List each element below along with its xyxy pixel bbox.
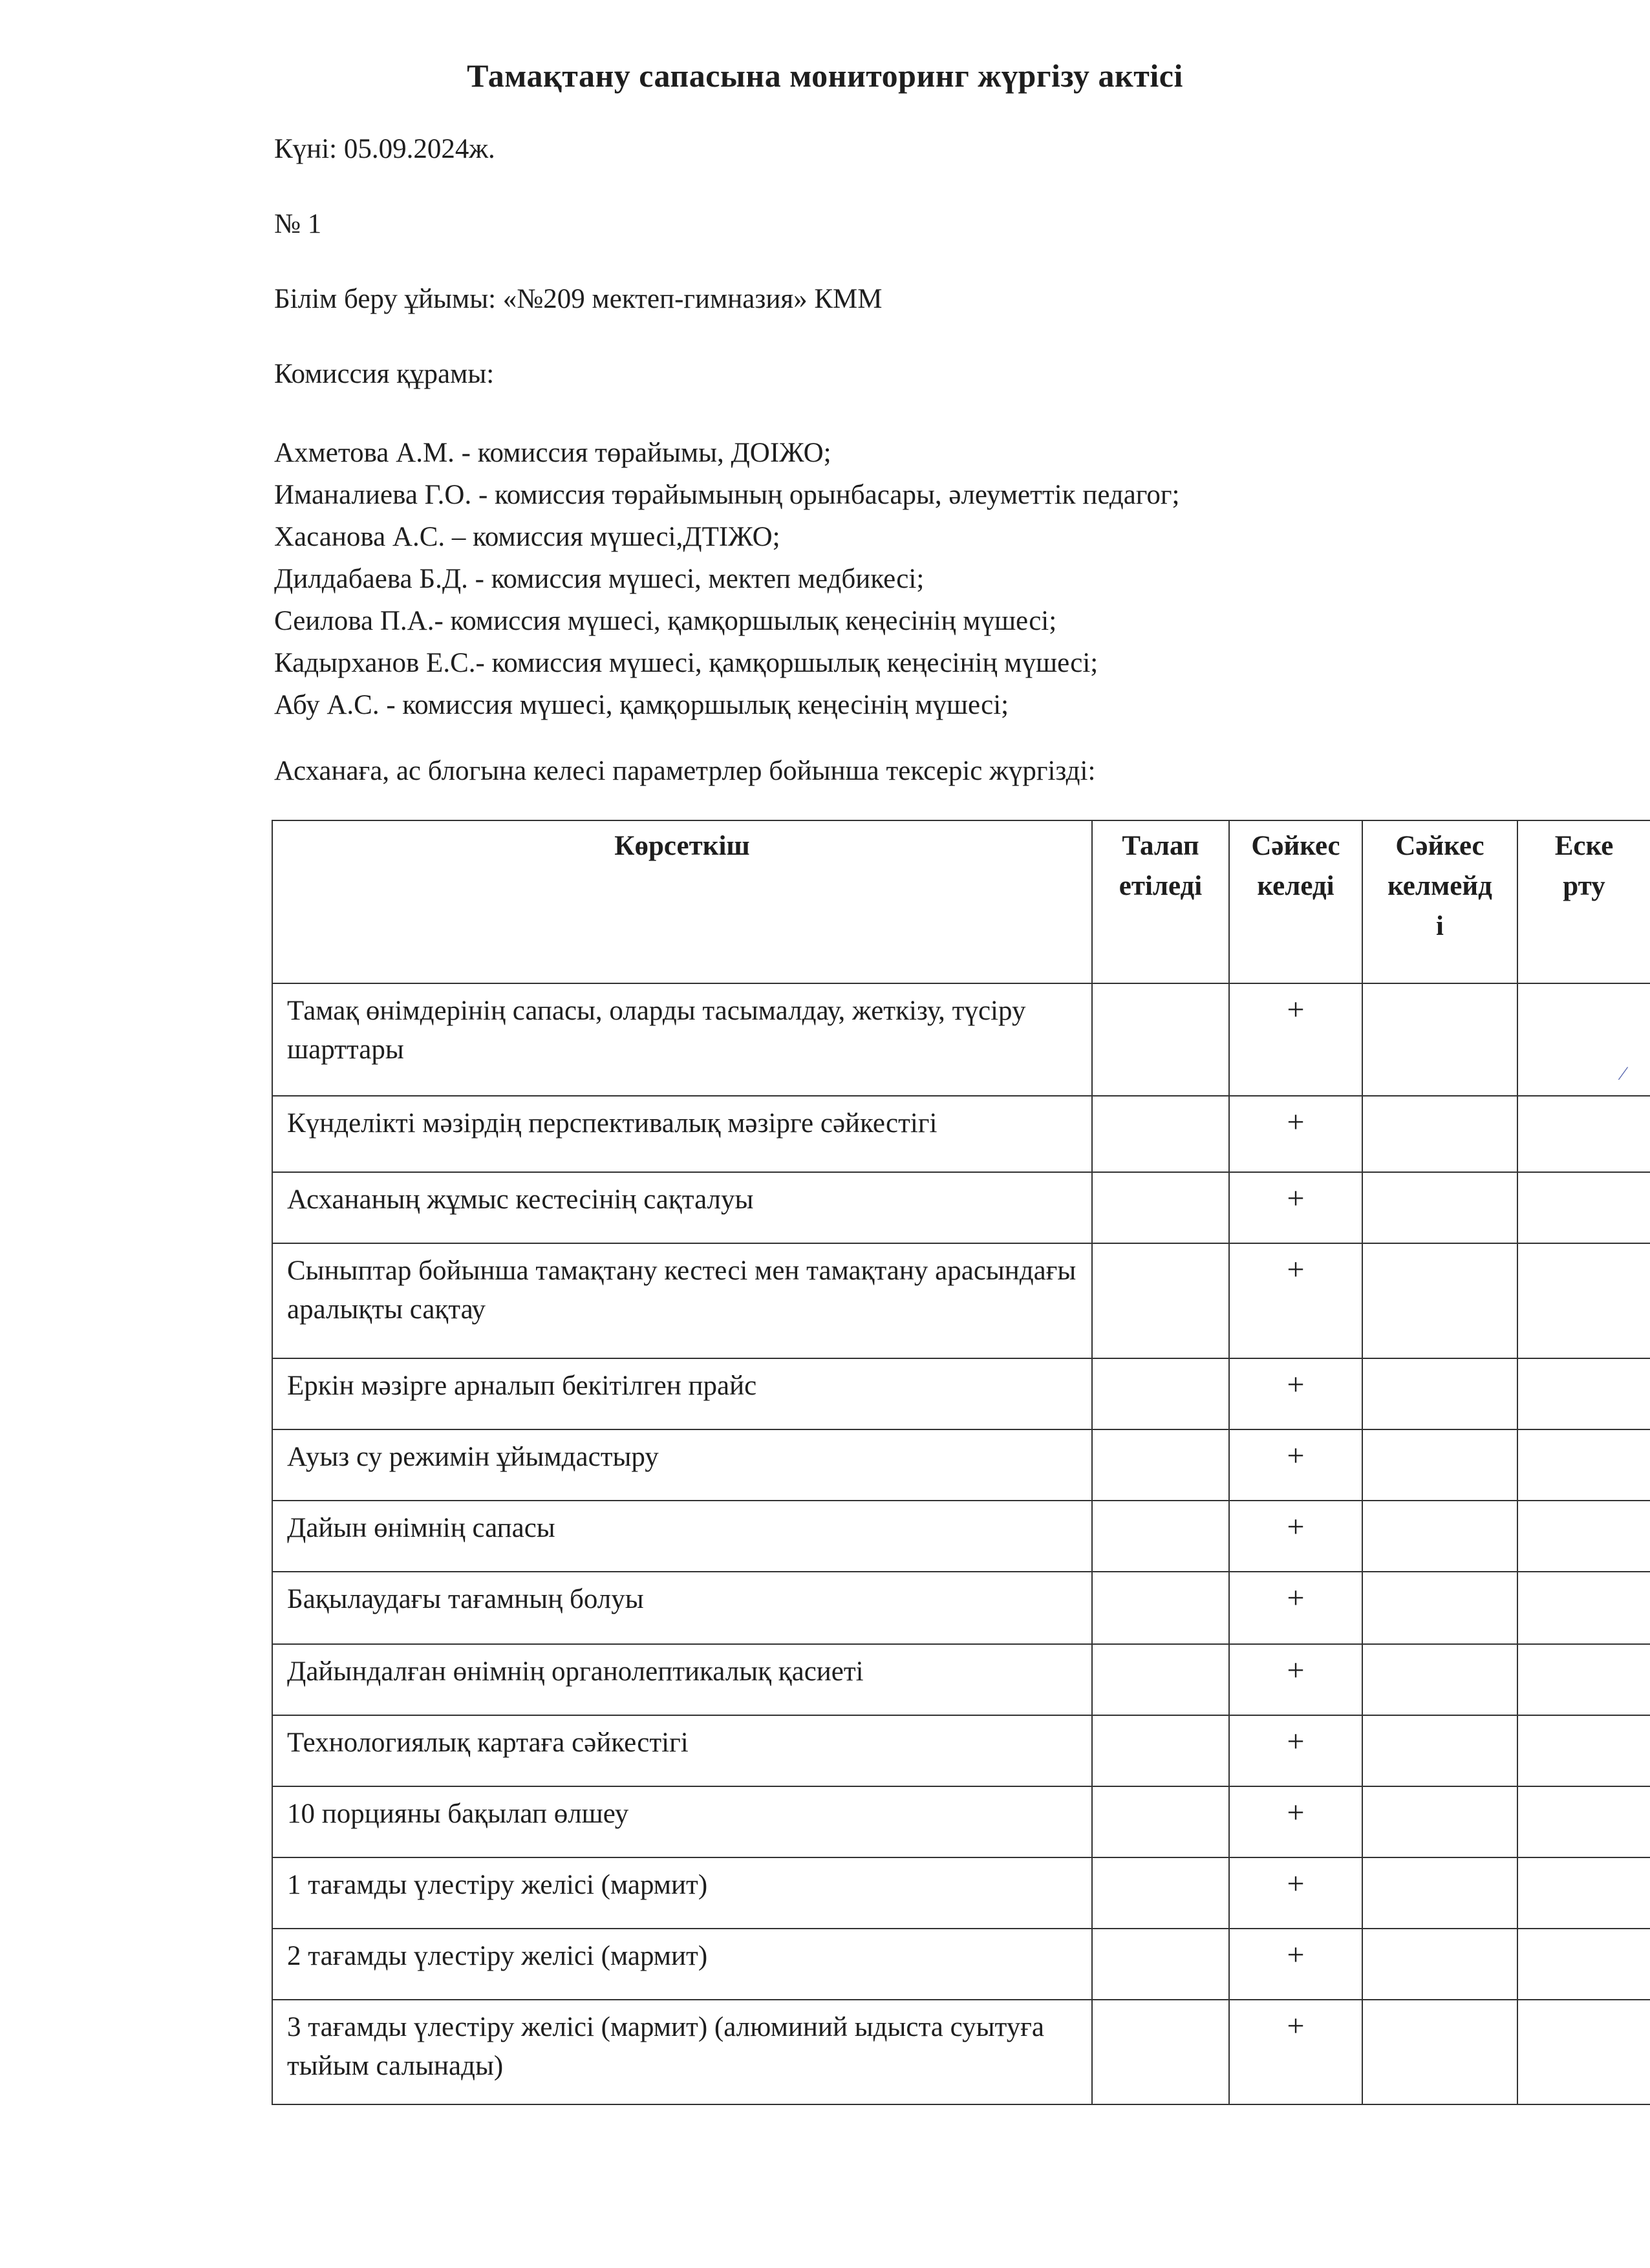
table-header-row bbox=[272, 820, 1650, 983]
not-matches-cell bbox=[1362, 1096, 1517, 1172]
not-matches-cell bbox=[1362, 1715, 1517, 1786]
note-cell bbox=[1517, 1429, 1650, 1501]
required-cell bbox=[1092, 1786, 1229, 1857]
matches-cell: + bbox=[1229, 1172, 1362, 1243]
required-cell bbox=[1092, 1243, 1229, 1358]
required-cell bbox=[1092, 2000, 1229, 2104]
table-row bbox=[272, 1929, 1650, 2000]
commission-label: Комиссия құрамы: bbox=[274, 359, 495, 389]
matches-cell: + bbox=[1229, 1429, 1362, 1501]
table-row bbox=[272, 1786, 1650, 1857]
not-matches-cell bbox=[1362, 1929, 1517, 2000]
note-cell bbox=[1517, 1857, 1650, 1929]
not-matches-cell bbox=[1362, 983, 1517, 1096]
note-cell bbox=[1517, 1929, 1650, 2000]
header-not-matches: Сәйкес келмейд і bbox=[1362, 820, 1517, 983]
not-matches-cell bbox=[1362, 1358, 1517, 1429]
table-row bbox=[272, 1172, 1650, 1243]
note-cell bbox=[1517, 1096, 1650, 1172]
note-cell bbox=[1517, 2000, 1650, 2104]
not-matches-cell bbox=[1362, 1172, 1517, 1243]
header-required: Талап етіледі bbox=[1092, 820, 1229, 983]
table-row bbox=[272, 1096, 1650, 1172]
matches-cell: + bbox=[1229, 2000, 1362, 2104]
indicator-cell: Ауыз су режимін ұйымдастыру bbox=[272, 1429, 1092, 1501]
required-cell bbox=[1092, 1501, 1229, 1572]
indicator-cell: 3 тағамды үлестіру желісі (мармит) (алюминий ыдыста суытуға тыйым салынады) bbox=[272, 2000, 1092, 2104]
commission-members bbox=[274, 432, 1179, 726]
indicator-cell: 2 тағамды үлестіру желісі (мармит) bbox=[272, 1929, 1092, 2000]
header-indicator: Көрсеткіш bbox=[272, 820, 1092, 983]
table-row bbox=[272, 983, 1650, 1096]
note-cell bbox=[1517, 1572, 1650, 1644]
required-cell bbox=[1092, 1644, 1229, 1715]
indicator-cell: Сыныптар бойынша тамақтану кестесі мен тамақтану арасындағы аралықты сақтау bbox=[272, 1243, 1092, 1358]
matches-cell: + bbox=[1229, 1572, 1362, 1644]
required-cell bbox=[1092, 983, 1229, 1096]
matches-cell: + bbox=[1229, 1644, 1362, 1715]
matches-cell: + bbox=[1229, 1715, 1362, 1786]
member-line: Хасанова А.С. – комиссия мүшесі,ДТІЖО; bbox=[274, 522, 780, 552]
member-line: Дилдабаева Б.Д. - комиссия мүшесі, мектеп медбикесі; bbox=[274, 564, 925, 594]
matches-cell: + bbox=[1229, 1358, 1362, 1429]
date-line: Күні: 05.09.2024ж. bbox=[274, 134, 495, 164]
inspection-intro: Асханаға, ас блогына келесі параметрлер бойынша тексеріс жүргізді: bbox=[274, 756, 1096, 786]
not-matches-cell bbox=[1362, 1501, 1517, 1572]
matches-cell: + bbox=[1229, 1243, 1362, 1358]
required-cell bbox=[1092, 1929, 1229, 2000]
table-row bbox=[272, 1501, 1650, 1572]
table-row bbox=[272, 1358, 1650, 1429]
not-matches-cell bbox=[1362, 1644, 1517, 1715]
table-row bbox=[272, 2000, 1650, 2104]
indicator-cell: Технологиялық картаға сәйкестігі bbox=[272, 1715, 1092, 1786]
organization-line: Білім беру ұйымы: «№209 мектеп-гимназия» КММ bbox=[274, 284, 883, 314]
member-line: Кадырханов Е.С.- комиссия мүшесі, қамқоршылық кеңесінің мүшесі; bbox=[274, 648, 1098, 678]
required-cell bbox=[1092, 1857, 1229, 1929]
member-line: Сеилова П.А.- комиссия мүшесі, қамқоршылық кеңесінің мүшесі; bbox=[274, 606, 1057, 636]
header-matches: Сәйкес келеді bbox=[1229, 820, 1362, 983]
indicator-cell: Тамақ өнімдерінің сапасы, оларды тасымалдау, жеткізу, түсіру шарттары bbox=[272, 983, 1092, 1096]
pen-mark: ⁄ bbox=[1622, 1063, 1625, 1084]
table-row bbox=[272, 1243, 1650, 1358]
note-cell bbox=[1517, 1644, 1650, 1715]
required-cell bbox=[1092, 1572, 1229, 1644]
required-cell bbox=[1092, 1429, 1229, 1501]
indicator-cell: Күнделікті мәзірдің перспективалық мәзірге сәйкестігі bbox=[272, 1096, 1092, 1172]
required-cell bbox=[1092, 1358, 1229, 1429]
member-line: Иманалиева Г.О. - комиссия төрайымының орынбасары, әлеуметтік педагог; bbox=[274, 480, 1180, 510]
indicator-cell: Бақылаудағы тағамның болуы bbox=[272, 1572, 1092, 1644]
table-row bbox=[272, 1572, 1650, 1644]
note-cell bbox=[1517, 1786, 1650, 1857]
document-title: Тамақтану сапасына мониторинг жүргізу актісі bbox=[467, 58, 1183, 94]
matches-cell: + bbox=[1229, 1786, 1362, 1857]
matches-cell: + bbox=[1229, 1929, 1362, 2000]
table-row bbox=[272, 1857, 1650, 1929]
matches-cell: + bbox=[1229, 1857, 1362, 1929]
not-matches-cell bbox=[1362, 1243, 1517, 1358]
matches-cell: + bbox=[1229, 983, 1362, 1096]
not-matches-cell bbox=[1362, 1572, 1517, 1644]
header-note: Еске рту bbox=[1517, 820, 1650, 983]
indicator-cell: Дайындалған өнімнің органолептикалық қасиеті bbox=[272, 1644, 1092, 1715]
required-cell bbox=[1092, 1172, 1229, 1243]
note-cell bbox=[1517, 983, 1650, 1096]
note-cell bbox=[1517, 1172, 1650, 1243]
inspection-table bbox=[272, 820, 1650, 2105]
note-cell bbox=[1517, 1501, 1650, 1572]
not-matches-cell bbox=[1362, 1857, 1517, 1929]
indicator-cell: Еркін мәзірге арналып бекітілген прайс bbox=[272, 1358, 1092, 1429]
indicator-cell: 10 порцияны бақылап өлшеу bbox=[272, 1786, 1092, 1857]
matches-cell: + bbox=[1229, 1501, 1362, 1572]
indicator-cell: Дайын өнімнің сапасы bbox=[272, 1501, 1092, 1572]
not-matches-cell bbox=[1362, 2000, 1517, 2104]
member-line: Абу А.С. - комиссия мүшесі, қамқоршылық кеңесінің мүшесі; bbox=[274, 690, 1009, 720]
note-cell bbox=[1517, 1358, 1650, 1429]
not-matches-cell bbox=[1362, 1786, 1517, 1857]
act-number: № 1 bbox=[274, 209, 322, 239]
indicator-cell: 1 тағамды үлестіру желісі (мармит) bbox=[272, 1857, 1092, 1929]
table-row bbox=[272, 1429, 1650, 1501]
required-cell bbox=[1092, 1096, 1229, 1172]
note-cell bbox=[1517, 1715, 1650, 1786]
table-row bbox=[272, 1644, 1650, 1715]
table-row bbox=[272, 1715, 1650, 1786]
required-cell bbox=[1092, 1715, 1229, 1786]
matches-cell: + bbox=[1229, 1096, 1362, 1172]
member-line: Ахметова А.М. - комиссия төрайымы, ДОІЖО; bbox=[274, 438, 831, 468]
note-cell bbox=[1517, 1243, 1650, 1358]
indicator-cell: Асхананың жұмыс кестесінің сақталуы bbox=[272, 1172, 1092, 1243]
not-matches-cell bbox=[1362, 1429, 1517, 1501]
